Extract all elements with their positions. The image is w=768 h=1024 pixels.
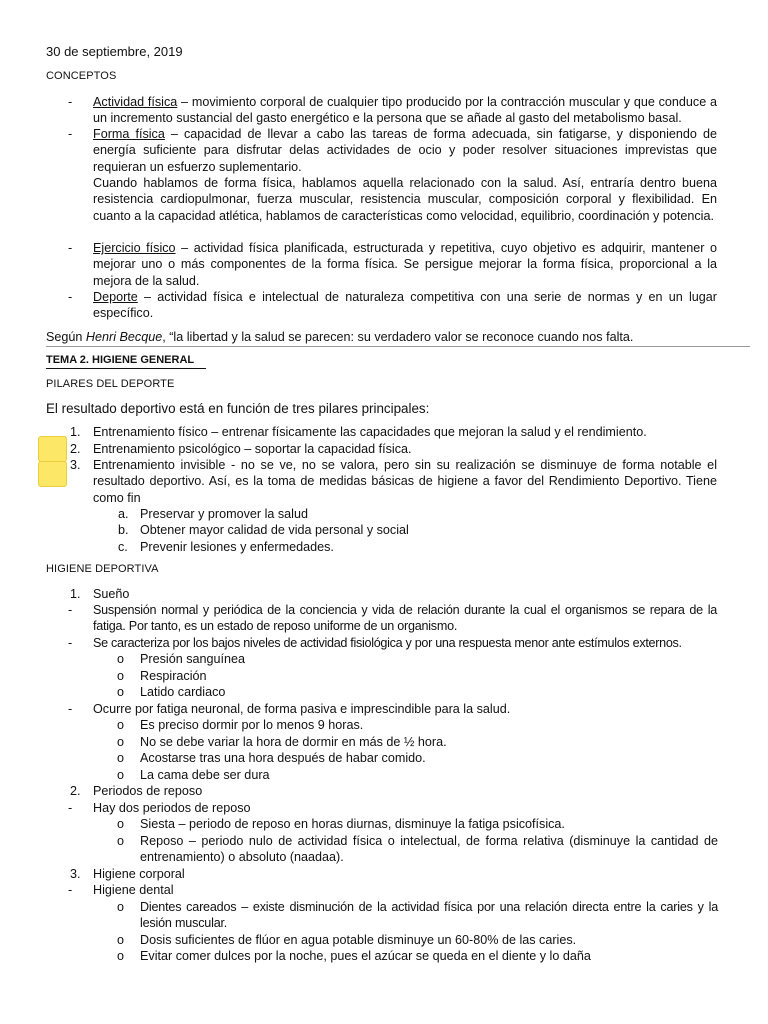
bullet-item: Latido cardiaco bbox=[140, 685, 226, 699]
concept-text: – actividad física planificada, estructurada y repetitiva, cuyo objetivo es adquirir, mantener o mejorar uno o más componentes de la forma física. Se persigue mejorar la forma física, proporcional a la mejora de la salud. bbox=[93, 241, 717, 288]
list-number: 2. bbox=[70, 442, 81, 456]
pilar-item: Entrenamiento invisible - no se ve, no se valora, pero sin su realización se disminuye de forma notable el resultado deportivo. Así, es la toma de medidas básicas de higiene a favor del Rendimiento Deportivo. Tiene como fin bbox=[93, 458, 717, 505]
higiene-item: Sueño bbox=[93, 587, 130, 601]
concept-text: – movimiento corporal de cualquier tipo producido por la contracción muscular y que conduce a un incremento sustancial del gasto energético e la persona que se añade al gasto del metabolismo basal. bbox=[93, 95, 718, 126]
higiene-item: Periodos de reposo bbox=[93, 784, 203, 798]
bullet-item: Respiración bbox=[140, 669, 207, 683]
list-number: 3. bbox=[70, 458, 81, 472]
concept-deporte bbox=[93, 289, 717, 322]
sub-letter: c. bbox=[118, 540, 128, 554]
circle-bullet: o bbox=[117, 900, 125, 914]
quote-line bbox=[46, 329, 746, 345]
bullet-item: Es preciso dormir por lo menos 9 horas. bbox=[140, 718, 364, 732]
circle-bullet: o bbox=[117, 949, 125, 963]
sticky-note-marker bbox=[38, 461, 67, 487]
circle-bullet: o bbox=[117, 652, 125, 666]
circle-bullet: o bbox=[117, 817, 125, 831]
bullet-item: Evitar comer dulces por la noche, pues el azúcar se queda en el diente y lo daña bbox=[140, 949, 591, 963]
sueno-definition: Suspensión normal y periódica de la conciencia y vida de relación durante la cual el organismos se repara de la fatiga. Por tanto, es un estado de reposo uniforme de un organismo. bbox=[93, 603, 717, 634]
concept-ejercicio-fisico bbox=[93, 240, 717, 289]
list-number: 2. bbox=[70, 784, 81, 798]
quote-author: Henri Becque bbox=[85, 330, 163, 344]
higiene-dental: Higiene dental bbox=[93, 883, 174, 897]
concept-actividad-fisica bbox=[93, 94, 717, 127]
dash-marker: - bbox=[68, 127, 73, 141]
dash-marker: - bbox=[68, 801, 73, 815]
pilares-heading: PILARES DEL DEPORTE bbox=[46, 378, 175, 390]
concept-text: – actividad física e intelectual de naturaleza competitiva con una serie de normas y en un lugar específico. bbox=[93, 290, 717, 321]
bullet-item: Dosis suficientes de flúor en agua potable disminuye un 60-80% de las caries. bbox=[140, 933, 577, 947]
circle-bullet: o bbox=[117, 669, 125, 683]
dash-marker: - bbox=[68, 241, 73, 255]
pilares-intro: El resultado deportivo está en función de tres pilares principales: bbox=[46, 401, 430, 416]
bullet-item: Presión sanguínea bbox=[140, 652, 246, 666]
pilar-item: Entrenamiento físico – entrenar físicamente las capacidades que mejoran la salud y el rendimiento. bbox=[93, 425, 647, 439]
circle-bullet: o bbox=[117, 834, 125, 848]
bullet-item: Dientes careados – existe disminución de la actividad física por una relación directa entre la caries y la lesión muscular. bbox=[140, 900, 718, 931]
tema-underline bbox=[46, 368, 206, 369]
sub-letter: a. bbox=[118, 507, 129, 521]
sub-letter: b. bbox=[118, 523, 129, 537]
concept-term: Forma física bbox=[93, 127, 165, 141]
tema-title: TEMA 2. HIGIENE GENERAL bbox=[46, 354, 195, 366]
concept-term: Deporte bbox=[93, 290, 138, 304]
concept-term: Ejercicio físico bbox=[93, 241, 176, 255]
reposo-intro: Hay dos periodos de reposo bbox=[93, 801, 251, 815]
dash-marker: - bbox=[68, 290, 73, 304]
sueno-fatiga: Ocurre por fatiga neuronal, de forma pasiva e imprescindible para la salud. bbox=[93, 702, 511, 716]
circle-bullet: o bbox=[117, 933, 125, 947]
list-number: 1. bbox=[70, 425, 81, 439]
quote-text: , “la libertad y la salud se parecen: su verdadero valor se reconoce cuando nos falta. bbox=[162, 330, 634, 344]
section-divider bbox=[46, 346, 750, 347]
quote-prefix: Según bbox=[46, 330, 86, 344]
circle-bullet: o bbox=[117, 751, 125, 765]
pilar-item: Entrenamiento psicológico – soportar la capacidad física. bbox=[93, 442, 412, 456]
dash-marker: - bbox=[68, 636, 73, 650]
sticky-note-marker bbox=[38, 436, 67, 462]
concept-text: – capacidad de llevar a cabo las tareas de forma adecuada, sin fatigarse, y disponiendo de energía suficiente para disfrutar delas actividades de ocio y poder resolver situaciones imprevistas que requieran un esfuerzo suplementario. bbox=[93, 127, 718, 174]
bullet-item: No se debe variar la hora de dormir en más de ½ hora. bbox=[140, 735, 447, 749]
conceptos-heading: CONCEPTOS bbox=[46, 70, 117, 82]
document-date: 30 de septiembre, 2019 bbox=[46, 44, 183, 59]
concept-term: Actividad física bbox=[93, 95, 178, 109]
bullet-item: Siesta – periodo de reposo en horas diurnas, disminuye la fatiga psicofísica. bbox=[140, 817, 565, 831]
list-number: 1. bbox=[70, 587, 81, 601]
dash-marker: - bbox=[68, 95, 73, 109]
sub-item: Preservar y promover la salud bbox=[140, 507, 308, 521]
circle-bullet: o bbox=[117, 718, 125, 732]
dash-marker: - bbox=[68, 702, 73, 716]
forma-fisica-paragraph: Cuando hablamos de forma física, hablamos aquella relacionado con la salud. Así, entraría dentro buena resistencia cardiopulmonar, fuerza muscular, resistencia muscular, composición corporal y flexibilidad. En cuanto a la capacidad atlética, hablamos de características como velocidad, equilibrio, coordinación y potencia. bbox=[93, 176, 717, 223]
sueno-caracteristica: Se caracteriza por los bajos niveles de actividad fisiológica y por una respuesta menor ante estímulos externos. bbox=[93, 636, 682, 650]
circle-bullet: o bbox=[117, 768, 125, 782]
bullet-item: Acostarse tras una hora después de habar comido. bbox=[140, 751, 426, 765]
sub-item: Obtener mayor calidad de vida personal y social bbox=[140, 523, 409, 537]
circle-bullet: o bbox=[117, 735, 125, 749]
circle-bullet: o bbox=[117, 685, 125, 699]
higiene-item: Higiene corporal bbox=[93, 867, 185, 881]
higiene-heading: HIGIENE DEPORTIVA bbox=[46, 563, 159, 575]
sub-item: Prevenir lesiones y enfermedades. bbox=[140, 540, 334, 554]
dash-marker: - bbox=[68, 603, 73, 617]
bullet-item: La cama debe ser dura bbox=[140, 768, 270, 782]
dash-marker: - bbox=[68, 883, 73, 897]
concept-forma-fisica bbox=[93, 126, 717, 175]
list-number: 3. bbox=[70, 867, 81, 881]
bullet-item: Reposo – periodo nulo de actividad física o intelectual, de forma relativa (disminuye la cantidad de entrenamiento) o absoluto (naadaa). bbox=[140, 834, 718, 865]
